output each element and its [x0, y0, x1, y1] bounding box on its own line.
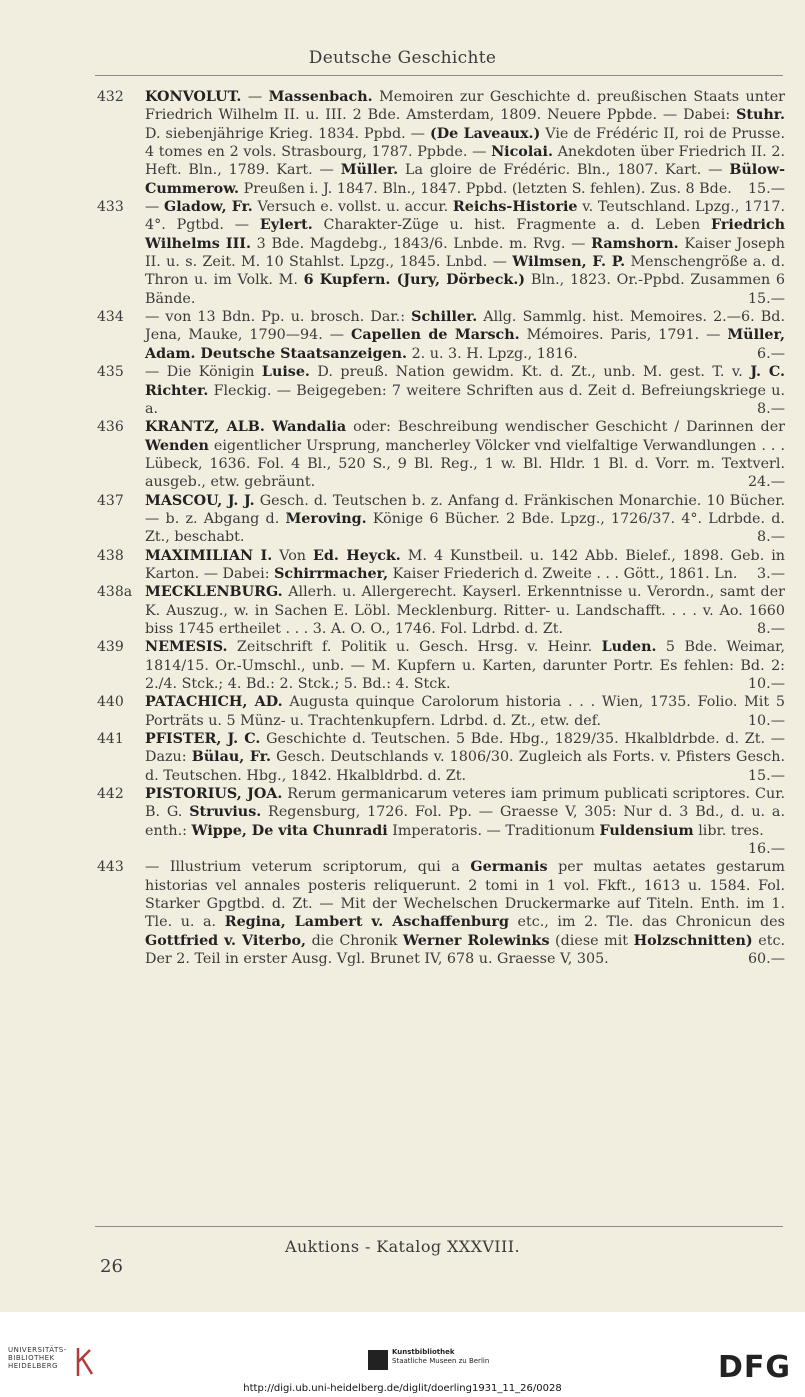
lot-price: 10.—	[747, 712, 785, 729]
kunstbibliothek-icon	[368, 1350, 388, 1370]
catalog-footer: Auktions - Katalog XXXVIII.	[285, 1237, 520, 1256]
lot-description: PISTORIUS, JOA. Rerum germanicarum veteres iam primum publicati scriptores. Cur. B. G. Struvius. Regensburg, 1726. Fol. Pp. — Graesse V, 305: Nur d. 3 Bd., d. u. a. enth.: Wippe, De vita Chunradi Imperatoris. — Traditionum Fuldensium libr. tres. 16.—	[145, 786, 786, 858]
lot-description: KONVOLUT. — Massenbach. Memoiren zur Geschichte d. preußischen Staats unter Friedrich Wilhelm II. u. III. 2 Bde. Amsterdam, 1809. Neuere Ppbde. — Dabei: Stuhr. D. siebenjährige Krieg. 1834. Ppbd. — (De Laveaux.) Vie de Frédéric II, roi de Prusse. 4 tomes en 2 vols. Strasbourg, 1787. Ppbde. — Nicolai. Anekdoten über Friedrich II. 2. Heft. Bln., 1789. Kart. — Müller. La gloire de Frédéric. Bln., 1807. Kart. — Bülow-Cummerow. Preußen i. J. 1847. Bln., 1847. Ppbd. (letzten S. fehlen). Zus. 8 Bde. 15.—	[145, 89, 786, 197]
lot-number: 442	[97, 786, 124, 803]
lot-number: 436	[97, 419, 124, 436]
source-url-link[interactable]: http://digi.ub.uni-heidelberg.de/diglit/doerling1931_11_26/0028	[243, 1383, 562, 1394]
lot-price: 10.—	[747, 676, 785, 692]
lot-number: 437	[97, 492, 124, 509]
lot-price: 60.—	[747, 951, 785, 968]
lot-price: 15.—	[747, 180, 785, 197]
catalog-entry	[97, 418, 785, 491]
page-number: 26	[100, 1256, 123, 1277]
lot-description: — Illustrium veterum scriptorum, qui a Germanis per multas aetates gestarum historias vel annales posteris reliquerunt. 2 tomi in 1 vol. Fkft., 1613 u. 1584. Fol. Starker Gpgtbd. d. Zt. — Mit der Wechelschen Druckermarke auf Titeln. Enth. im 1. Tle. u. a. Regina, Lambert v. Aschaffenburg etc., im 2. Tle. das Chronicun des Gottfried v. Viterbo, die Chronik Werner Rolewinks (diese mit Holzschnitten) etc. Der 2. Teil in erster Ausg. Vgl. Brunet IV, 678 u. Graesse V, 305. 60.—	[145, 859, 785, 968]
lot-price: 16.—	[747, 841, 785, 858]
lot-description: NEMESIS. Zeitschrift f. Politik u. Gesch. Hrsg. v. Heinr. Luden. 5 Bde. Weimar, 1814/15. Or.-Umschl., unb. — M. Kupfern u. Karten, darunter Portr. Es fehlen: Bd. 2: 2./4. Stck.; 4. Bd.: 2. Stck.; 5. Bd.: 4. Stck. 10.—	[145, 639, 785, 692]
lot-description: — Gladow, Fr. Versuch e. vollst. u. accur. Reichs-Historie v. Teutschland. Lpzg., 1717. 4°. Pgtbd. — Eylert. Charakter-Züge u. hist. Fragmente a. d. Leben Friedrich Wilhelms III. 3 Bde. Magdebg., 1843/6. Lnbde. m. Rvg. — Ramshorn. Kaiser Joseph II. u. s. Zeit. M. 10 Stahlst. Lpzg., 1845. Lnbd. — Wilmsen, F. P. Menschengröße a. d. Thron u. im Volk. M. 6 Kupfern. (Jury, Dörbeck.) Bln., 1823. Or.-Ppbd. Zusammen 6 Bände. 15.—	[145, 199, 786, 307]
lot-number: 435	[97, 364, 124, 381]
catalog-entry	[97, 88, 785, 198]
lot-number: 439	[97, 639, 124, 656]
catalog-entry	[97, 858, 785, 968]
lot-price: 15.—	[747, 767, 785, 784]
lot-description: MECKLENBURG. Allerh. u. Allergerecht. Kayserl. Erkenntnisse u. Verordn., samt der K. Auszug., w. in Sachen E. Löbl. Mecklenburg. Ritter- u. Landschafft. . . . v. Ao. 1660 biss 1745 ertheilet . . . 3. A. O. O., 1746. Fol. Ldrbd. d. Zt. 8.—	[145, 584, 785, 637]
lot-price: 6.—	[757, 345, 785, 362]
lot-number: 441	[97, 731, 124, 748]
lot-description: PATACHICH, AD. Augusta quinque Carolorum historia . . . Wien, 1735. Folio. Mit 5 Porträts u. 5 Münz- u. Trachtenkupfern. Ldrbd. d. Zt., etw. def. 10.—	[145, 694, 785, 729]
lot-price: 8.—	[757, 620, 785, 637]
catalog-entry	[97, 583, 785, 638]
lot-description: PFISTER, J. C. Geschichte d. Teutschen. 5 Bde. Hbg., 1829/35. Hkalbldrbde. d. Zt. — Dazu: Bülau, Fr. Gesch. Deutschlands v. 1806/30. Zugleich als Forts. v. Pfisters Gesch. d. Teutschen. Hbg., 1842. Hkalbldrbd. d. Zt. 15.—	[145, 731, 786, 784]
footer-rule	[95, 1226, 783, 1227]
catalog-entry	[97, 693, 785, 730]
lot-description: KRANTZ, ALB. Wandalia oder: Beschreibung wendischer Geschicht / Darinnen der Wenden eigentlicher Ursprung, mancherley Völcker vnd vielfaltige Verwandlungen . . . Lübeck, 1636. Fol. 4 Bl., 520 S., 9 Bl. Reg., 1 w. Bl. Hldr. 1 Bl. d. Vorr. m. Textverl. ausgeb., etw. gebräunt. 24.—	[145, 419, 785, 491]
lot-description: — von 13 Bdn. Pp. u. brosch. Dar.: Schiller. Allg. Sammlg. hist. Memoires. 2.—6. Bd. Jena, Mauke, 1790—94. — Capellen de Marsch. Mémoires. Paris, 1791. — Müller, Adam. Deutsche Staatsanzeigen. 2. u. 3. H. Lpzg., 1816. 6.—	[145, 309, 785, 362]
lot-number: 434	[97, 309, 124, 326]
lot-price: 8.—	[757, 400, 785, 417]
kunstbibliothek-name: Kunstbibliothek	[392, 1348, 455, 1356]
lot-price: 3.—	[757, 565, 785, 582]
lot-price: 24.—	[747, 474, 785, 491]
dfg-logo[interactable]: DFG	[718, 1350, 792, 1385]
lot-price: 8.—	[757, 529, 785, 546]
lot-number: 432	[97, 89, 124, 105]
lot-number: 443	[97, 859, 124, 876]
catalog-entry	[97, 730, 785, 785]
kunstbibliothek-subtitle: Staatliche Museen zu Berlin	[392, 1357, 490, 1365]
catalog-entry	[97, 785, 785, 858]
entry-list	[97, 88, 785, 969]
lot-price: 15.—	[747, 290, 785, 307]
header-rule	[95, 75, 783, 76]
kunstbibliothek-logo[interactable]	[392, 1348, 489, 1366]
catalog-entry	[97, 363, 785, 418]
lot-description: MASCOU, J. J. Gesch. d. Teutschen b. z. Anfang d. Fränkischen Monarchie. 10 Bücher. — b. z. Abgang d. Meroving. Könige 6 Bücher. 2 Bde. Lpzg., 1726/37. 4°. Ldrbde. d. Zt., beschabt. 8.—	[145, 492, 785, 546]
lot-number: 438	[97, 547, 124, 564]
ub-heidelberg-logo-text[interactable]: UNIVERSITÄTS- BIBLIOTHEK HEIDELBERG	[8, 1346, 67, 1370]
catalog-entry	[97, 638, 785, 693]
lot-description: MAXIMILIAN I. Von Ed. Heyck. M. 4 Kunstbeil. u. 142 Abb. Bielef., 1898. Geb. in Karton. — Dabei: Schirrmacher, Kaiser Friederich d. Zweite . . . Gött., 1861. Ln. 3.—	[145, 547, 785, 582]
lot-number: 433	[97, 199, 124, 216]
lot-number: 438a	[97, 584, 133, 601]
catalog-entry	[97, 547, 785, 584]
lot-number: 440	[97, 694, 124, 711]
ub-heidelberg-icon	[74, 1346, 96, 1378]
lot-description: — Die Königin Luise. D. preuß. Nation gewidm. Kt. d. Zt., unb. M. gest. T. v. J. C. Richter. Fleckig. — Beigegeben: 7 weitere Schriften aus d. Zeit d. Befreiungskriege u. a. 8.—	[145, 364, 786, 417]
page-header: Deutsche Geschichte	[308, 48, 497, 68]
catalog-entry	[97, 198, 785, 308]
catalog-entry	[97, 492, 785, 547]
catalog-entry	[97, 308, 785, 363]
